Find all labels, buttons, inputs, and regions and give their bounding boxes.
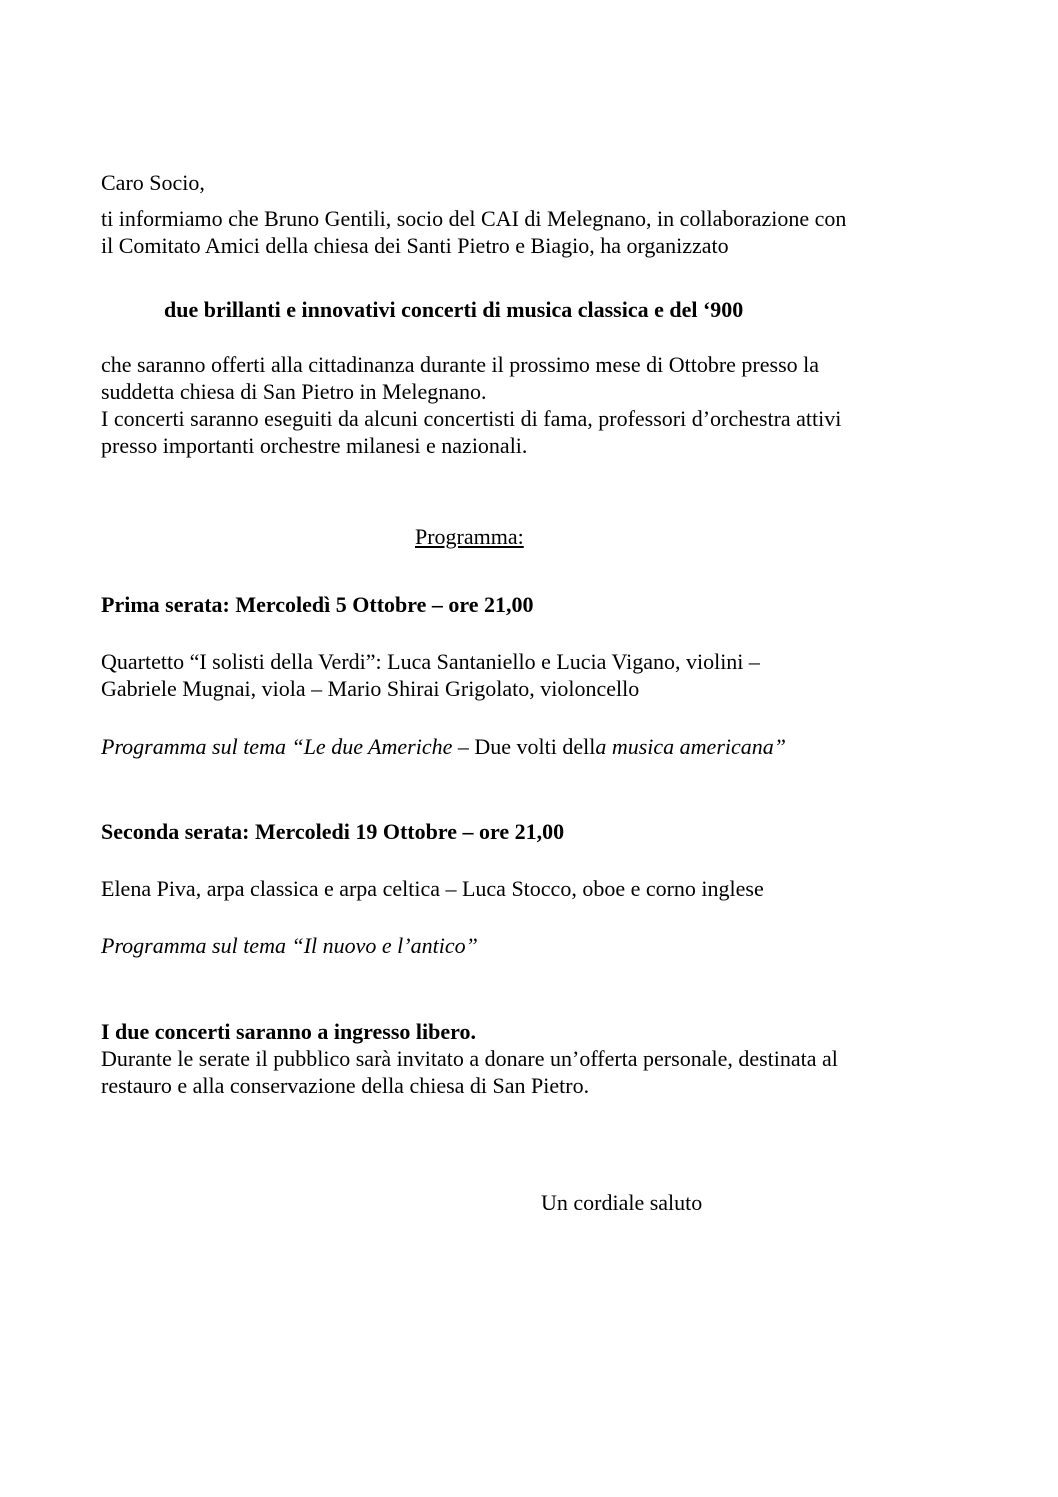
description-paragraph (101, 351, 961, 459)
first-evening-performers (101, 648, 961, 702)
second-evening-performers (101, 875, 961, 902)
admission-paragraph (101, 1018, 961, 1099)
second-evening-theme (101, 932, 961, 959)
theme-part-italic: a musica americana” (595, 734, 786, 759)
admission-line: restauro e alla conservazione della chiesa di San Pietro. (101, 1073, 590, 1098)
first-evening-title (101, 591, 961, 618)
concerts-headline (164, 296, 1024, 323)
description-line: suddetta chiesa di San Pietro in Melegnano. (101, 379, 487, 404)
second-evening-title-text: Seconda serata: Mercoledi 19 Ottobre – ore 21,00 (101, 819, 565, 844)
performers-line: Gabriele Mugnai, viola – Mario Shirai Grigolato, violoncello (101, 676, 640, 701)
intro-paragraph (101, 205, 961, 259)
admission-line: Durante le serate il pubblico sarà invitato a donare un’offerta personale, destinata al (101, 1046, 838, 1071)
first-evening-title-text: Prima serata: Mercoledì 5 Ottobre – ore 21,00 (101, 592, 534, 617)
headline-text: due brillanti e innovativi concerti di musica classica e del ‘900 (164, 297, 744, 322)
closing (541, 1189, 1058, 1216)
description-line: che saranno offerti alla cittadinanza durante il prossimo mese di Ottobre presso la (101, 352, 820, 377)
theme-part-regular: – Due volti dell (452, 734, 596, 759)
description-line: I concerti saranno eseguiti da alcuni concertisti di fama, professori d’orchestra attivi (101, 406, 842, 431)
theme-line (101, 733, 961, 760)
intro-line: ti informiamo che Bruno Gentili, socio del CAI di Melegnano, in collaborazione con (101, 206, 847, 231)
theme-line: Programma sul tema “Il nuovo e l’antico” (101, 933, 478, 958)
theme-part-italic: Programma sul tema “Le due Americhe (101, 734, 453, 759)
admission-title: I due concerti saranno a ingresso libero. (101, 1019, 477, 1044)
closing-text: Un cordiale saluto (541, 1190, 703, 1215)
performers-line: Elena Piva, arpa classica e arpa celtica – Luca Stocco, oboe e corno inglese (101, 876, 764, 901)
program-heading (415, 523, 1058, 550)
second-evening-title (101, 818, 961, 845)
description-line: presso importanti orchestre milanesi e nazionali. (101, 433, 528, 458)
greeting (101, 169, 961, 196)
first-evening-theme (101, 733, 961, 760)
performers-line: Quartetto “I solisti della Verdi”: Luca Santaniello e Lucia Vigano, violini – (101, 649, 760, 674)
program-heading-text: Programma: (415, 524, 524, 549)
intro-line: il Comitato Amici della chiesa dei Santi Pietro e Biagio, ha organizzato (101, 233, 729, 258)
greeting-text: Caro Socio, (101, 170, 205, 195)
